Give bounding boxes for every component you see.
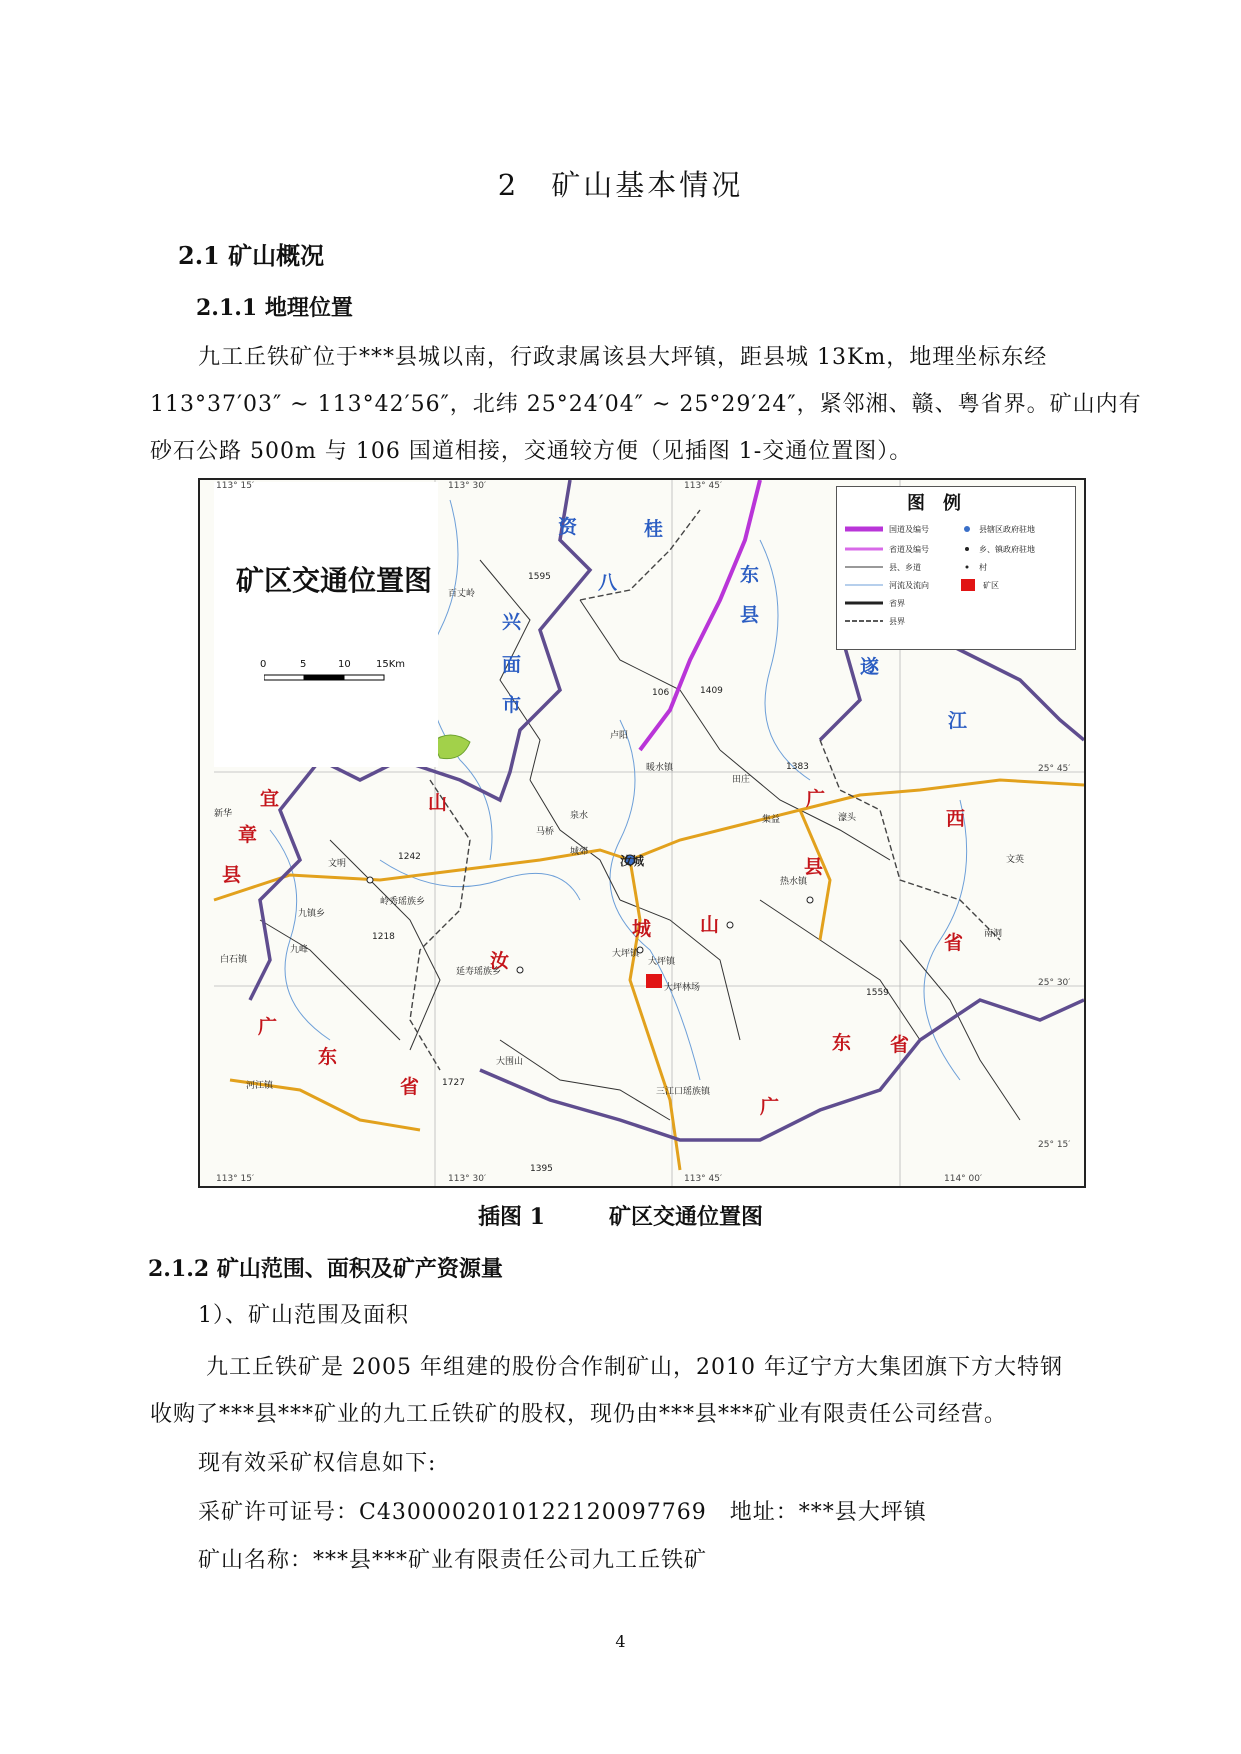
section-heading-2-1-2: 2.1.2 矿山范围、面积及矿产资源量 bbox=[148, 1256, 503, 1282]
tick-bottom: 113° 30′ bbox=[448, 1174, 487, 1184]
place-label: 城郊 bbox=[570, 847, 589, 857]
tick-bottom: 114° 00′ bbox=[944, 1174, 983, 1184]
place-label: 汝城 bbox=[620, 854, 645, 868]
place-label: 延寿瑶族乡 bbox=[456, 967, 502, 977]
section-heading-2-1: 2.1 矿山概况 bbox=[178, 241, 325, 270]
traffic-location-map bbox=[198, 478, 1086, 1188]
paragraph-license-intro: 现有效采矿权信息如下: bbox=[198, 1451, 437, 1476]
place-label: 大坪林场 bbox=[664, 983, 701, 993]
region-label: 兴 bbox=[502, 611, 522, 633]
place-label: 集益 bbox=[762, 815, 781, 825]
region-label: 县 bbox=[222, 864, 242, 886]
mine-area-marker bbox=[646, 974, 662, 988]
tick-top: 113° 15′ bbox=[216, 481, 255, 491]
place-label: 文明 bbox=[328, 859, 347, 869]
legend-item: 县界 bbox=[889, 617, 905, 626]
place-label: 热水镇 bbox=[780, 877, 808, 887]
place-label: 大围山 bbox=[496, 1057, 524, 1067]
region-label: 东 bbox=[740, 564, 760, 586]
place-label: 1218 bbox=[372, 932, 395, 942]
region-label: 广 bbox=[806, 788, 826, 810]
place-label: 岭秀瑶族乡 bbox=[380, 897, 426, 907]
place-label: 大坪镇 bbox=[612, 949, 640, 959]
place-label: 1242 bbox=[398, 852, 421, 862]
legend-item: 乡、镇政府驻地 bbox=[979, 545, 1035, 554]
place-label: 南洞 bbox=[984, 929, 1003, 939]
legend-item: 村 bbox=[979, 563, 987, 572]
chapter-title: 2 矿山基本情况 bbox=[497, 168, 744, 202]
legend-item: 河流及流向 bbox=[889, 581, 929, 590]
region-label: 遂 bbox=[860, 656, 880, 678]
paragraph-location-line-1: 九工丘铁矿位于***县城以南，行政隶属该县大坪镇，距县城 13Km，地理坐标东经 bbox=[198, 345, 1048, 370]
region-label: 面 bbox=[502, 654, 522, 676]
region-label: 章 bbox=[238, 824, 258, 846]
place-label: 百丈岭 bbox=[448, 589, 476, 599]
legend-item: 国道及编号 bbox=[889, 525, 929, 534]
place-label: 1595 bbox=[528, 572, 551, 582]
scale-label: 15Km bbox=[376, 659, 406, 670]
legend-title: 图 例 bbox=[907, 493, 961, 514]
region-label: 广 bbox=[258, 1016, 278, 1038]
legend-symbols bbox=[837, 487, 1075, 649]
tick-bottom: 113° 45′ bbox=[684, 1174, 723, 1184]
tick-right: 25° 45′ bbox=[1038, 764, 1071, 774]
place-label: 白石镇 bbox=[220, 955, 248, 965]
region-label: 省 bbox=[400, 1076, 420, 1098]
scale-label: 0 bbox=[260, 659, 267, 670]
region-label: 江 bbox=[948, 710, 968, 732]
place-label: 田庄 bbox=[732, 775, 751, 785]
region-label: 县 bbox=[804, 856, 824, 878]
place-label: 大坪镇 bbox=[648, 957, 676, 967]
scale-bar bbox=[264, 674, 404, 682]
place-label: 新华 bbox=[214, 809, 233, 819]
region-label: 宜 bbox=[260, 788, 280, 810]
map-title-box bbox=[214, 482, 438, 767]
legend-item: 县、乡道 bbox=[889, 563, 921, 572]
mine-name-line: 矿山名称：***县***矿业有限责任公司九工丘铁矿 bbox=[198, 1548, 708, 1573]
region-label: 市 bbox=[502, 694, 522, 716]
scale-label: 5 bbox=[300, 659, 307, 670]
paragraph-ownership-line-2: 收购了***县***矿业的九工丘铁矿的股权，现仍由***县***矿业有限责任公司经营。 bbox=[150, 1402, 1008, 1427]
region-label: 城 bbox=[632, 918, 652, 940]
region-label: 山 bbox=[700, 914, 720, 936]
region-label: 山 bbox=[428, 792, 448, 814]
tick-right: 25° 30′ bbox=[1038, 978, 1071, 988]
tick-bottom: 113° 15′ bbox=[216, 1174, 255, 1184]
region-label: 桂 bbox=[644, 518, 664, 540]
license-number-line: 采矿许可证号：C4300002010122120097769 地址：***县大坪镇 bbox=[198, 1500, 927, 1525]
region-label: 东 bbox=[832, 1032, 852, 1054]
place-label: 1383 bbox=[786, 762, 809, 772]
place-label: 濠头 bbox=[838, 813, 857, 823]
paragraph-location-line-2: 113°37′03″ ~ 113°42′56″，北纬 25°24′04″ ~ 25°29′24″，紧邻湘、赣、粤省界。矿山内有 bbox=[150, 392, 1142, 417]
region-label: 西 bbox=[946, 808, 966, 830]
region-label: 资 bbox=[558, 516, 578, 538]
place-label: 1409 bbox=[700, 686, 723, 696]
place-label: 三江口瑶族镇 bbox=[656, 1087, 711, 1097]
region-label: 省 bbox=[944, 932, 964, 954]
place-label: 文英 bbox=[1006, 855, 1025, 865]
region-label: 东 bbox=[318, 1046, 338, 1068]
place-label: 马桥 bbox=[536, 827, 555, 837]
paragraph-ownership-line-1: 九工丘铁矿是 2005 年组建的股份合作制矿山，2010 年辽宁方大集团旗下方大特钢 bbox=[206, 1355, 1063, 1380]
place-label: 九峰 bbox=[290, 945, 309, 955]
map-legend bbox=[836, 486, 1076, 650]
legend-item: 县辖区政府驻地 bbox=[979, 525, 1035, 534]
figure-caption-title: 矿区交通位置图 bbox=[608, 1204, 763, 1230]
place-label: 河江镇 bbox=[246, 1081, 274, 1091]
region-label: 广 bbox=[760, 1096, 780, 1118]
subsection-mine-scope: 1）、矿山范围及面积 bbox=[198, 1303, 409, 1328]
region-label: 省 bbox=[890, 1034, 910, 1056]
scale-label: 10 bbox=[338, 659, 351, 670]
legend-item: 省道及编号 bbox=[889, 545, 929, 554]
region-label: 汝 bbox=[490, 950, 510, 972]
place-label: 106 bbox=[652, 688, 670, 698]
map-title: 矿区交通位置图 bbox=[236, 564, 433, 597]
section-heading-2-1-1: 2.1.1 地理位置 bbox=[196, 295, 353, 321]
figure-caption bbox=[0, 1200, 1241, 1231]
page-number: 4 bbox=[615, 1632, 626, 1651]
tick-right: 25° 15′ bbox=[1038, 1140, 1071, 1150]
place-label: 1727 bbox=[442, 1078, 465, 1088]
place-label: 1559 bbox=[866, 988, 889, 998]
place-label: 1395 bbox=[530, 1164, 553, 1174]
place-label: 九镇乡 bbox=[298, 909, 326, 919]
tick-top: 113° 30′ bbox=[448, 481, 487, 491]
region-label: 八 bbox=[598, 572, 618, 594]
region-label: 县 bbox=[740, 604, 760, 626]
paragraph-location-line-3: 砂石公路 500m 与 106 国道相接，交通较方便（见插图 1-交通位置图）。 bbox=[150, 439, 913, 464]
figure-caption-label: 插图 1 bbox=[478, 1204, 545, 1230]
legend-item: 矿区 bbox=[983, 581, 999, 590]
legend-item: 省界 bbox=[889, 599, 905, 608]
place-label: 暖水镇 bbox=[646, 763, 674, 773]
place-label: 卢阳 bbox=[610, 731, 629, 741]
tick-top: 113° 45′ bbox=[684, 481, 723, 491]
place-label: 泉水 bbox=[570, 811, 589, 821]
